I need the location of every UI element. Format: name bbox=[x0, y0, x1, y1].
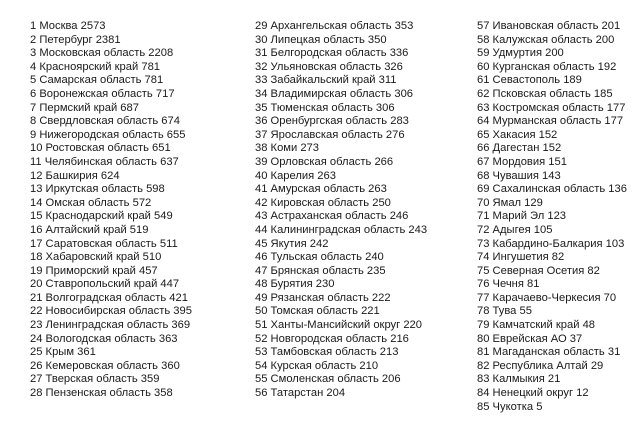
region-list-item: 44 Калининградская область 243 bbox=[255, 223, 428, 236]
region-list-item: 57 Ивановская область 201 bbox=[477, 20, 621, 32]
region-list-item: 3 Московская область 2208 bbox=[30, 47, 174, 60]
region-list-item: 65 Хакасия 152 bbox=[477, 128, 558, 141]
region-list-item: 55 Смоленская область 206 bbox=[255, 373, 401, 386]
region-list-item: 27 Тверская область 359 bbox=[30, 373, 160, 386]
region-list-item: 6 Воронежская область 717 bbox=[30, 87, 175, 100]
region-list-item: 17 Саратовская область 511 bbox=[30, 237, 178, 250]
region-list-item: 14 Омская область 572 bbox=[30, 196, 152, 209]
region-list-item: 19 Приморский край 457 bbox=[30, 264, 158, 277]
region-list-item: 50 Томская область 221 bbox=[255, 305, 380, 318]
region-list-item: 54 Курская область 210 bbox=[255, 359, 379, 372]
region-list-column-2 bbox=[255, 20, 427, 401]
region-list-item: 71 Марий Эл 123 bbox=[477, 210, 567, 223]
region-list-item: 61 Севастополь 189 bbox=[477, 74, 582, 87]
region-list-item: 18 Хабаровский край 510 bbox=[30, 251, 162, 264]
region-list-item: 1 Москва 2573 bbox=[30, 20, 106, 32]
region-list-item: 58 Калужская область 200 bbox=[477, 33, 615, 46]
region-list-item: 15 Краснодарский край 549 bbox=[30, 210, 173, 223]
region-list-item: 46 Тульская область 240 bbox=[255, 251, 384, 264]
region-list-item: 53 Тамбовская область 213 bbox=[255, 346, 399, 359]
region-list-item: 7 Пермский край 687 bbox=[30, 101, 139, 114]
region-list-item: 62 Псковская область 185 bbox=[477, 87, 613, 100]
region-list-item: 83 Калмыкия 21 bbox=[477, 373, 561, 386]
region-list-item: 70 Ямал 129 bbox=[477, 196, 543, 209]
region-list-item: 5 Самарская область 781 bbox=[30, 74, 164, 87]
region-list-item: 85 Чукотка 5 bbox=[477, 400, 543, 413]
region-list-column-3 bbox=[477, 20, 627, 414]
region-list-item: 43 Астраханская область 246 bbox=[255, 210, 409, 223]
region-list-item: 76 Чечня 81 bbox=[477, 278, 540, 291]
region-list-item: 26 Кемеровская область 360 bbox=[30, 359, 180, 372]
region-list-item: 75 Северная Осетия 82 bbox=[477, 264, 600, 277]
region-list-item: 8 Свердловская область 674 bbox=[30, 115, 180, 128]
region-list-item: 29 Архангельская область 353 bbox=[255, 20, 414, 32]
region-list-item: 12 Башкирия 624 bbox=[30, 169, 120, 182]
region-list-item: 66 Дагестан 152 bbox=[477, 142, 562, 155]
region-list-item: 4 Красноярский край 781 bbox=[30, 60, 161, 73]
region-list-item: 28 Пензенская область 358 bbox=[30, 387, 173, 400]
region-list-item: 31 Белгородская область 336 bbox=[255, 47, 409, 60]
region-list-item: 38 Коми 273 bbox=[255, 142, 320, 155]
region-list-item: 16 Алтайский край 519 bbox=[30, 223, 149, 236]
region-list-item: 82 Республика Алтай 29 bbox=[477, 359, 604, 372]
region-list-item: 74 Ингушетия 82 bbox=[477, 251, 565, 264]
region-list-item: 79 Камчатский край 48 bbox=[477, 319, 596, 332]
region-list-item: 78 Тува 55 bbox=[477, 305, 532, 318]
region-list-item: 20 Ставропольский край 447 bbox=[30, 278, 180, 291]
region-list-item: 81 Магаданская область 31 bbox=[477, 346, 621, 359]
region-list-item: 73 Кабардино-Балкария 103 bbox=[477, 237, 625, 250]
region-list-item: 36 Оренбургская область 283 bbox=[255, 115, 409, 128]
region-list-item: 77 Карачаево-Черкесия 70 bbox=[477, 291, 617, 304]
region-list-item: 9 Нижегородская область 655 bbox=[30, 128, 186, 141]
region-list-item: 25 Крым 361 bbox=[30, 346, 96, 359]
region-list-item: 24 Вологодская область 363 bbox=[30, 332, 178, 345]
region-list-item: 56 Татарстан 204 bbox=[255, 387, 346, 400]
region-list-item: 34 Владимирская область 306 bbox=[255, 87, 414, 100]
region-list-item: 22 Новосибирская область 395 bbox=[30, 305, 192, 318]
region-list-item: 80 Еврейская АО 37 bbox=[477, 332, 583, 345]
region-list-item: 48 Бурятия 230 bbox=[255, 278, 335, 291]
region-list-item: 47 Брянская область 235 bbox=[255, 264, 386, 277]
region-list-item: 23 Ленинградская область 369 bbox=[30, 319, 191, 332]
region-list-item: 35 Тюменская область 306 bbox=[255, 101, 395, 114]
region-list-item: 72 Адыгея 105 bbox=[477, 223, 553, 236]
region-list-item: 13 Иркутская область 598 bbox=[30, 183, 165, 196]
region-list-item: 64 Мурманская область 177 bbox=[477, 115, 624, 128]
region-list-item: 33 Забайкальский край 311 bbox=[255, 74, 397, 87]
region-list-item: 45 Якутия 242 bbox=[255, 237, 329, 250]
region-list-item: 11 Челябинская область 637 bbox=[30, 155, 179, 168]
region-list-item: 42 Кировская область 250 bbox=[255, 196, 391, 209]
region-list-item: 39 Орловская область 266 bbox=[255, 155, 394, 168]
region-list-item: 40 Карелия 263 bbox=[255, 169, 336, 182]
region-list-item: 41 Амурская область 263 bbox=[255, 183, 387, 196]
region-list-item: 49 Рязанская область 222 bbox=[255, 291, 391, 304]
region-list-item: 37 Ярославская область 276 bbox=[255, 128, 405, 141]
region-list-column-1 bbox=[30, 20, 192, 401]
region-list-item: 51 Ханты-Мансийский округ 220 bbox=[255, 319, 422, 332]
region-list-item: 59 Удмуртия 200 bbox=[477, 47, 564, 60]
region-list-item: 84 Ненецкий округ 12 bbox=[477, 387, 589, 400]
region-list-item: 32 Ульяновская область 326 bbox=[255, 60, 403, 73]
region-list-item: 52 Новгородская область 216 bbox=[255, 332, 409, 345]
region-list-item: 10 Ростовская область 651 bbox=[30, 142, 171, 155]
region-list-item: 2 Петербург 2381 bbox=[30, 33, 121, 46]
region-list-item: 63 Костромская область 177 bbox=[477, 101, 626, 114]
region-list-item: 30 Липецкая область 350 bbox=[255, 33, 387, 46]
region-list-item: 69 Сахалинская область 136 bbox=[477, 183, 627, 196]
region-list-item: 21 Волгоградская область 421 bbox=[30, 291, 188, 304]
region-list-item: 60 Курганская область 192 bbox=[477, 60, 617, 73]
region-list-item: 68 Чувашия 143 bbox=[477, 169, 561, 182]
region-list-item: 67 Мордовия 151 bbox=[477, 155, 567, 168]
